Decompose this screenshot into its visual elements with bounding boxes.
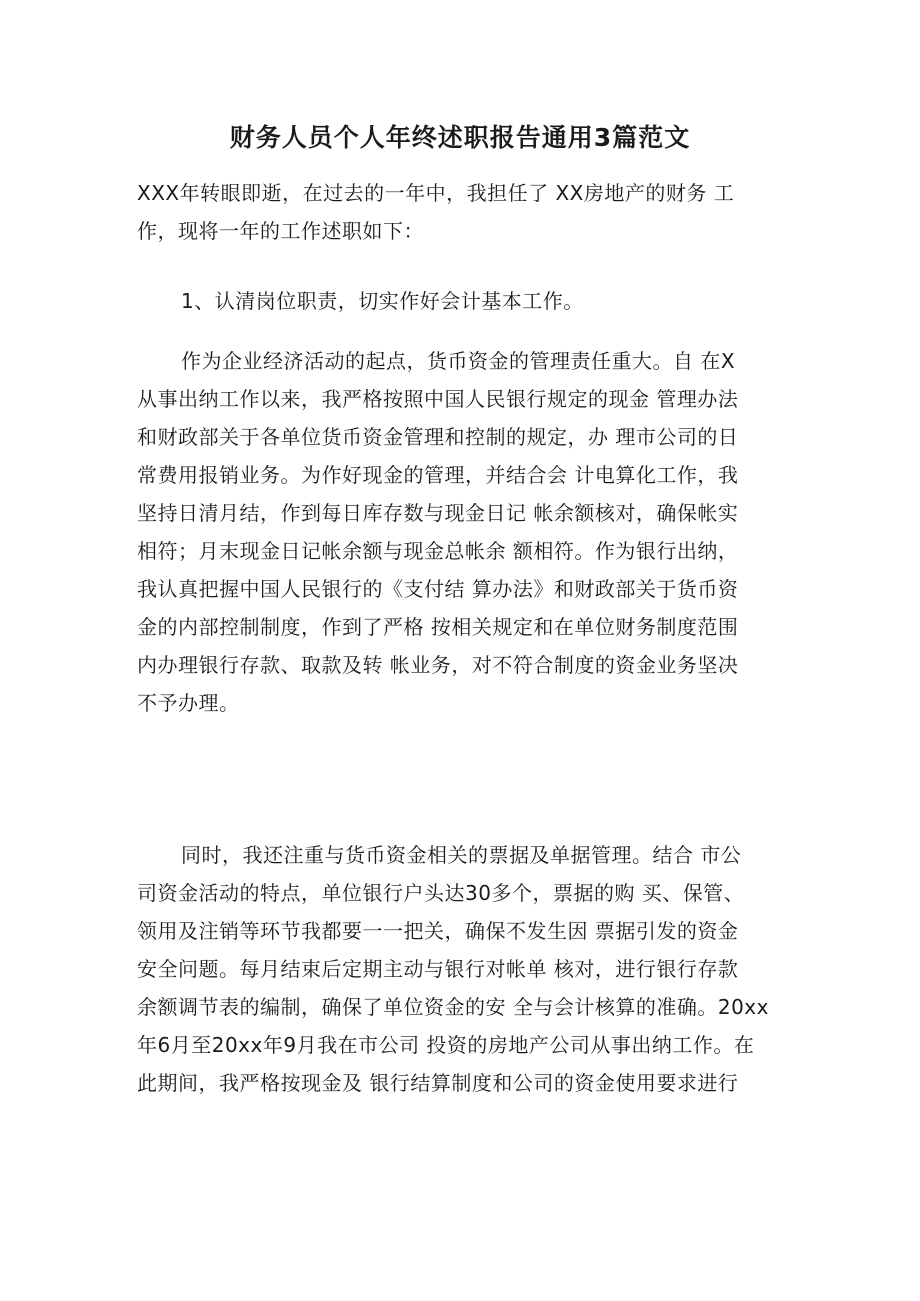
- paragraph-line: 相符；月末现金日记帐余额与现金总帐余 额相符。作为银行出纳，: [137, 539, 739, 563]
- paragraph-line: 内办理银行存款、取款及转 帐业务，对不符合制度的资金业务坚决: [137, 653, 739, 677]
- paragraph-line: 从事出纳工作以来，我严格按照中国人民银行规定的现金 管理办法: [137, 387, 739, 411]
- intro-line: 作，现将一年的工作述职如下：: [137, 219, 424, 243]
- paragraph-line: 余额调节表的编制，确保了单位资金的安 全与会计核算的准确。20xx: [137, 995, 769, 1019]
- paragraph-line: 同时，我还注重与货币资金相关的票据及单据管理。结合 市公: [181, 843, 742, 867]
- paragraph-line: 常费用报销业务。为作好现金的管理，并结合会 计电算化工作，我: [137, 463, 739, 487]
- paragraph-line: 安全问题。每月结束后定期主动与银行对帐单 核对，进行银行存款: [137, 957, 739, 981]
- paragraph-line: 坚持日清月结，作到每日库存数与现金日记 帐余额核对，确保帐实: [137, 501, 739, 525]
- paragraph-line: 年6月至20xx年9月我在市公司 投资的房地产公司从事出纳工作。在: [137, 1033, 755, 1057]
- section-heading-block: [137, 282, 777, 320]
- paragraph-line: 金的内部控制制度，作到了严格 按相关规定和在单位财务制度范围: [137, 615, 739, 639]
- paragraph-line: 此期间，我严格按现金及 银行结算制度和公司的资金使用要求进行: [137, 1071, 739, 1095]
- paragraph-2: [137, 836, 777, 1102]
- paragraph-line: 作为企业经济活动的起点，货币资金的管理责任重大。自 在X: [181, 349, 736, 373]
- paragraph-line: 我认真把握中国人民银行的《支付结 算办法》和财政部关于货币资: [137, 577, 739, 601]
- paragraph-line: 司资金活动的特点，单位银行户头达30多个，票据的购 买、保管、: [137, 881, 745, 905]
- paragraph-1: [137, 342, 777, 722]
- paragraph-line: 领用及注销等环节我都要一一把关，确保不发生因 票据引发的资金: [137, 919, 739, 943]
- intro-line: XXX年转眼即逝，在过去的一年中，我担任了 XX房地产的财务 工: [137, 181, 735, 205]
- intro-paragraph: [137, 174, 777, 250]
- paragraph-line: 不予办理。: [137, 691, 240, 715]
- section-heading: 1、认清岗位职责，切实作好会计基本工作。: [181, 289, 584, 313]
- document-title: 财务人员个人年终述职报告通用3篇范文: [229, 123, 691, 152]
- paragraph-line: 和财政部关于各单位货币资金管理和控制的规定，办 理市公司的日: [137, 425, 739, 449]
